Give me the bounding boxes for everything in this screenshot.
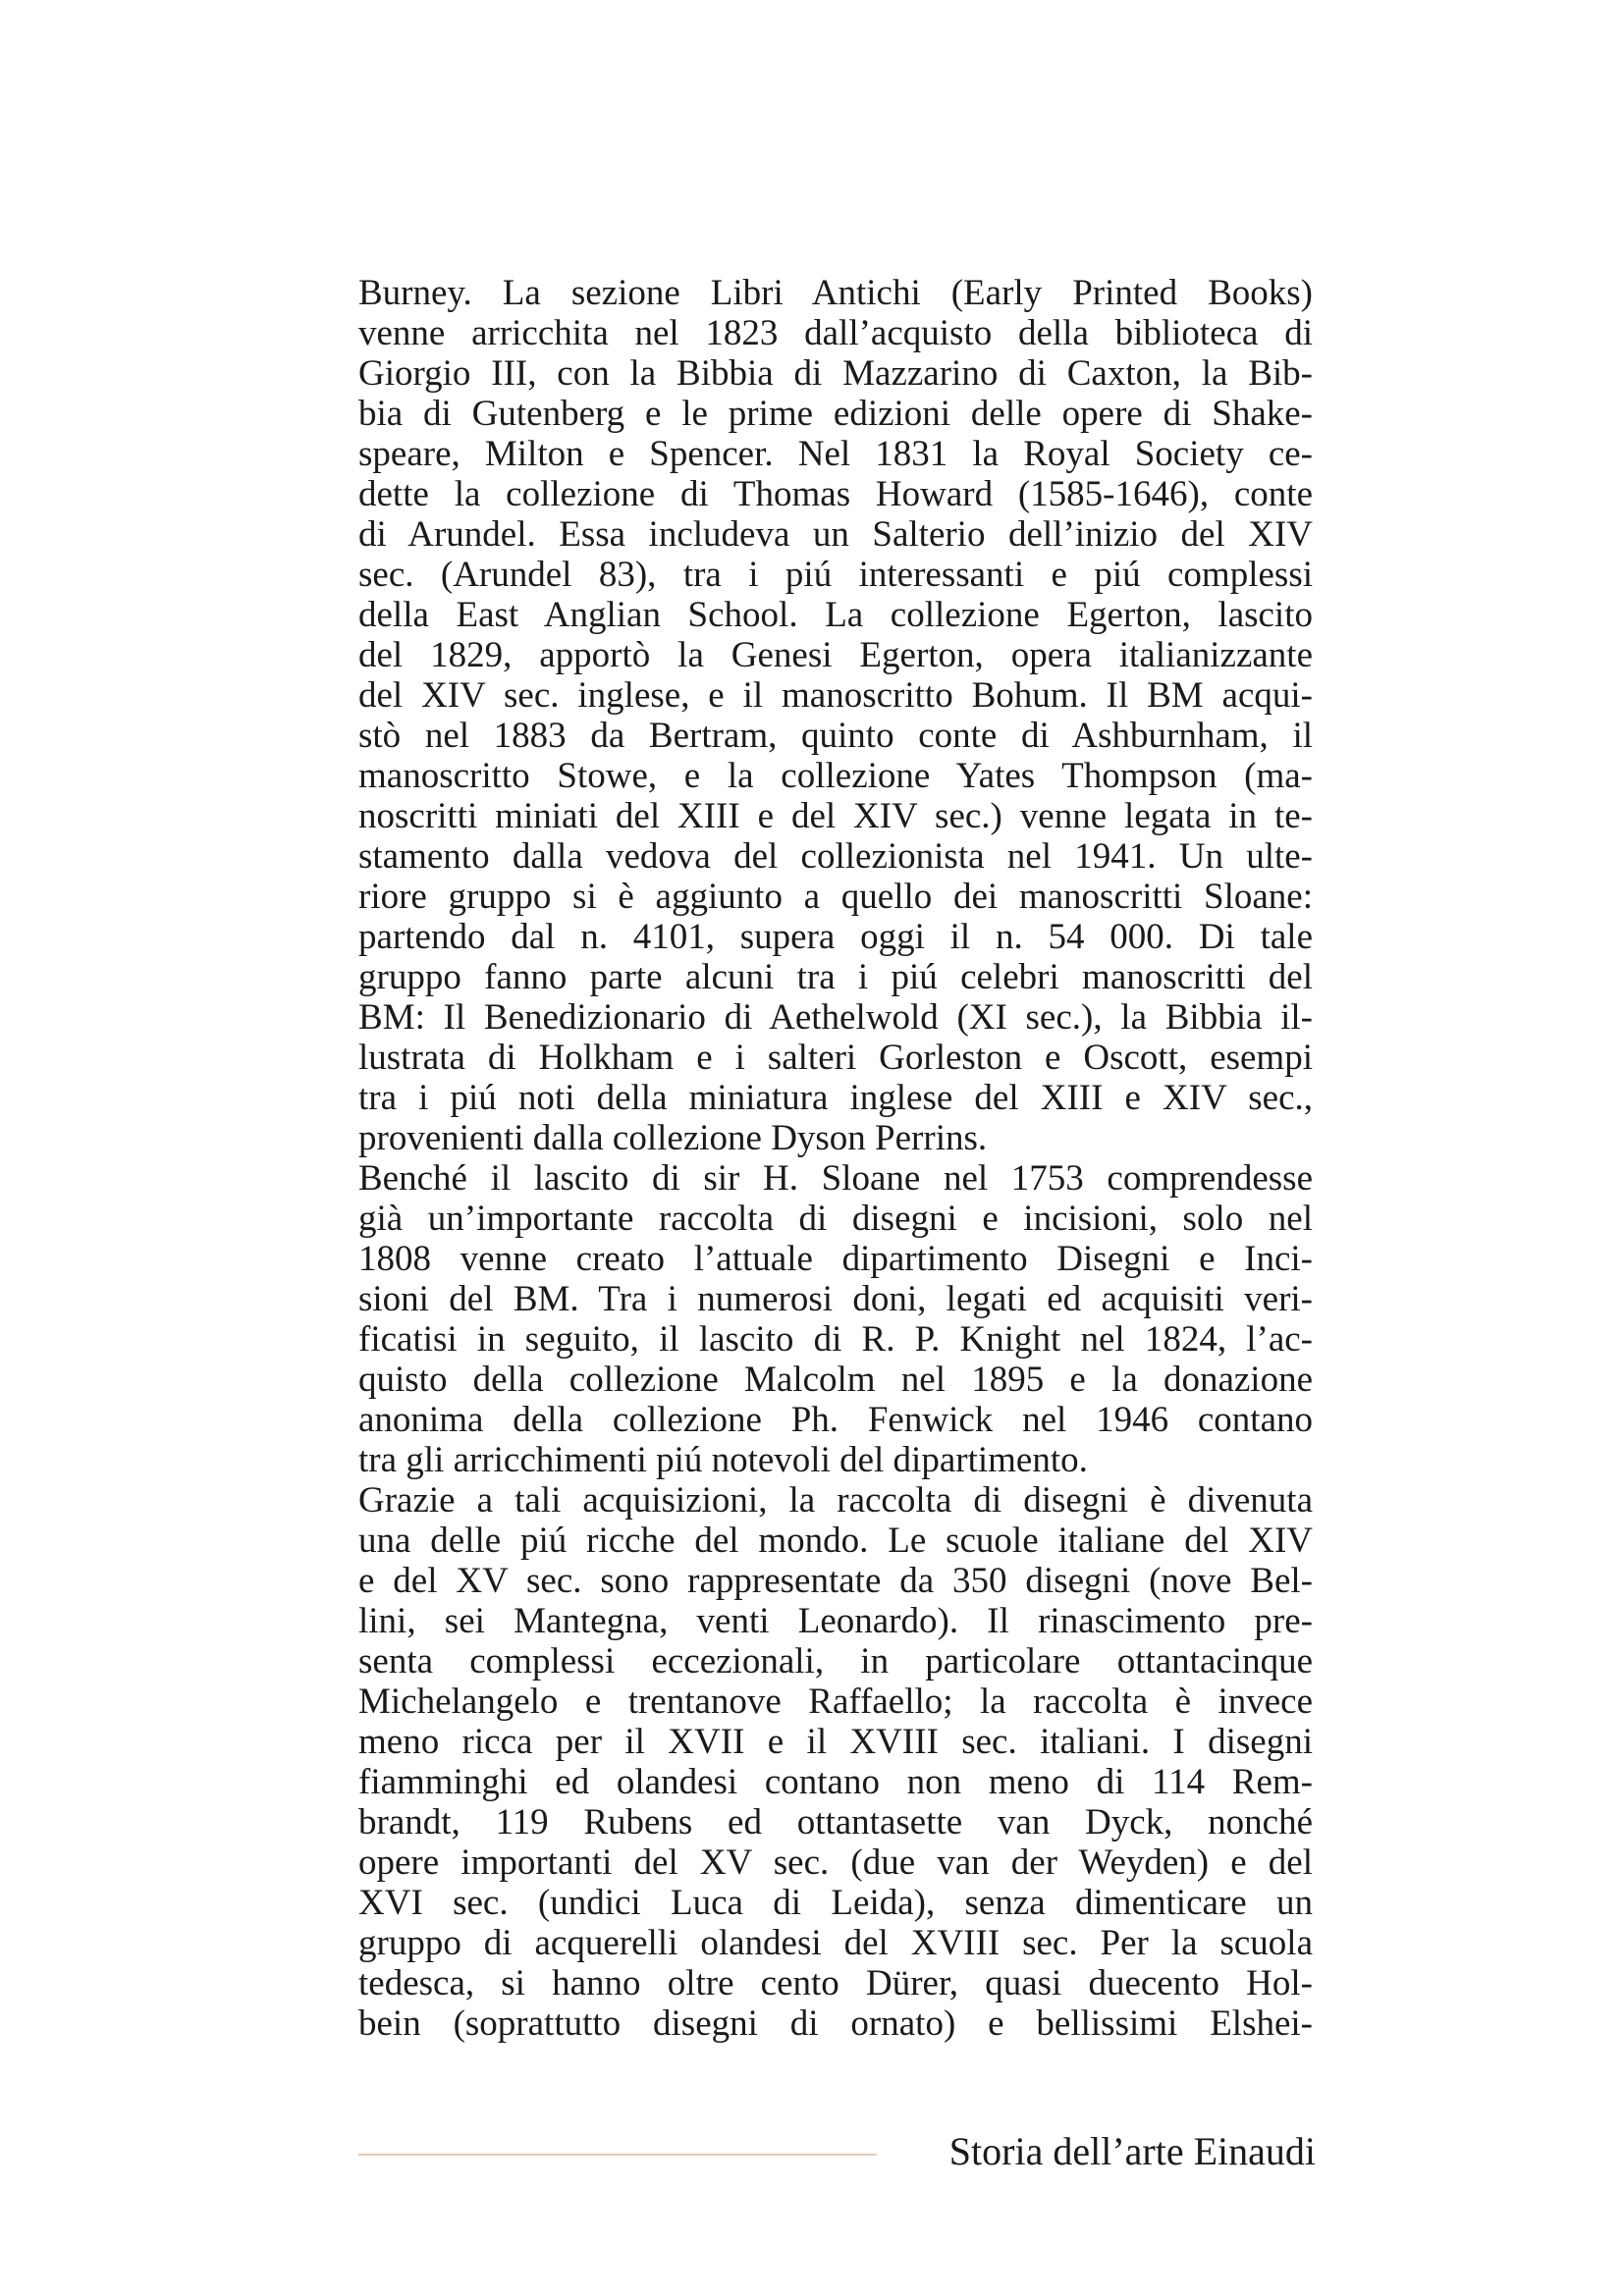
text-line: manoscritto Stowe, e la collezione Yates Thompson (ma- [358, 756, 1313, 796]
text-line: sioni del BM. Tra i numerosi doni, legati ed acquisiti veri- [358, 1279, 1313, 1319]
text-line: già un’importante raccolta di disegni e incisioni, solo nel [358, 1199, 1313, 1239]
text-line: opere importanti del XV sec. (due van der Weyden) e del [358, 1842, 1313, 1883]
text-line: senta complessi eccezionali, in particolare ottantacinque [358, 1641, 1313, 1682]
text-line: quisto della collezione Malcolm nel 1895 e la donazione [358, 1360, 1313, 1400]
footer-title: Storia dell’arte Einaudi [948, 2129, 1316, 2173]
text-line: BM: Il Benedizionario di Aethelwold (XI sec.), la Bibbia il- [358, 997, 1313, 1038]
text-line: Michelangelo e trentanove Raffaello; la raccolta è invece [358, 1682, 1313, 1722]
text-line: del XIV sec. inglese, e il manoscritto Bohum. Il BM acqui- [358, 675, 1313, 716]
text-line: della East Anglian School. La collezione Egerton, lascito [358, 595, 1313, 635]
text-line: dette la collezione di Thomas Howard (1585-1646), conte [358, 474, 1313, 514]
text-line: stò nel 1883 da Bertram, quinto conte di Ashburnham, il [358, 716, 1313, 756]
text-line: Burney. La sezione Libri Antichi (Early Printed Books) [358, 273, 1313, 313]
text-line: stamento dalla vedova del collezionista nel 1941. Un ulte- [358, 836, 1313, 877]
text-line: fiamminghi ed olandesi contano non meno di 114 Rem- [358, 1762, 1313, 1802]
text-line: XVI sec. (undici Luca di Leida), senza dimenticare un [358, 1883, 1313, 1923]
body-text [358, 273, 1313, 2044]
text-line: Giorgio III, con la Bibbia di Mazzarino di Caxton, la Bib- [358, 353, 1313, 394]
text-line: bein (soprattutto disegni di ornato) e bellissimi Elshei- [358, 2003, 1313, 2044]
text-line: partendo dal n. 4101, supera oggi il n. 54 000. Di tale [358, 917, 1313, 957]
text-line: anonima della collezione Ph. Fenwick nel 1946 contano [358, 1400, 1313, 1440]
footer-divider [358, 2154, 877, 2156]
text-line: di Arundel. Essa includeva un Salterio dell’inizio del XIV [358, 514, 1313, 555]
text-line: provenienti dalla collezione Dyson Perrins. [358, 1118, 988, 1158]
text-line: tra i piú noti della miniatura inglese del XIII e XIV sec., [358, 1078, 1313, 1118]
text-line: ficatisi in seguito, il lascito di R. P. Knight nel 1824, l’ac- [358, 1319, 1313, 1360]
text-line: venne arricchita nel 1823 dall’acquisto della biblioteca di [358, 313, 1313, 353]
text-line: sec. (Arundel 83), tra i piú interessanti e piú complessi [358, 555, 1313, 595]
text-line: Benché il lascito di sir H. Sloane nel 1753 comprendesse [358, 1158, 1313, 1199]
text-line: bia di Gutenberg e le prime edizioni delle opere di Shake- [358, 394, 1313, 434]
text-line: gruppo di acquerelli olandesi del XVIII sec. Per la scuola [358, 1923, 1313, 1963]
text-line: tra gli arricchimenti piú notevoli del dipartimento. [358, 1440, 1088, 1480]
text-line: speare, Milton e Spencer. Nel 1831 la Royal Society ce- [358, 434, 1313, 474]
text-line: lini, sei Mantegna, venti Leonardo). Il rinascimento pre- [358, 1601, 1313, 1641]
text-line: una delle piú ricche del mondo. Le scuole italiane del XIV [358, 1521, 1313, 1561]
text-line: Grazie a tali acquisizioni, la raccolta di disegni è divenuta [358, 1480, 1313, 1521]
text-line: brandt, 119 Rubens ed ottantasette van Dyck, nonché [358, 1802, 1313, 1842]
text-line: del 1829, apportò la Genesi Egerton, opera italianizzante [358, 635, 1313, 675]
text-line: tedesca, si hanno oltre cento Dürer, quasi duecento Hol- [358, 1963, 1313, 2003]
text-line: gruppo fanno parte alcuni tra i piú celebri manoscritti del [358, 957, 1313, 997]
text-line: e del XV sec. sono rappresentate da 350 disegni (nove Bel- [358, 1561, 1313, 1601]
text-line: noscritti miniati del XIII e del XIV sec.) venne legata in te- [358, 796, 1313, 836]
text-line: riore gruppo si è aggiunto a quello dei manoscritti Sloane: [358, 877, 1313, 917]
text-line: meno ricca per il XVII e il XVIII sec. italiani. I disegni [358, 1722, 1313, 1762]
text-line: lustrata di Holkham e i salteri Gorleston e Oscott, esempi [358, 1038, 1313, 1078]
text-line: 1808 venne creato l’attuale dipartimento Disegni e Inci- [358, 1239, 1313, 1279]
